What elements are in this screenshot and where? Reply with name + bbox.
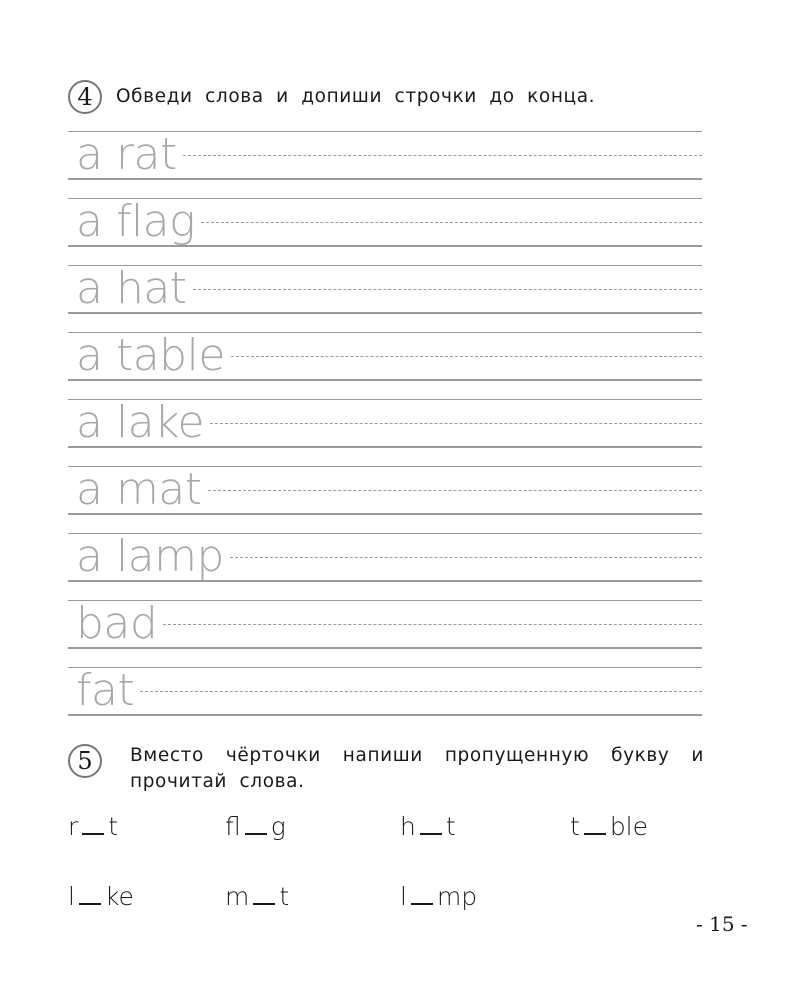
word-start: t bbox=[570, 812, 580, 841]
word-end: ble bbox=[609, 812, 649, 841]
missing-letter-word[interactable] bbox=[225, 812, 286, 841]
trace-word: a lamp bbox=[76, 535, 230, 579]
missing-letter-row bbox=[68, 812, 708, 852]
blank-line[interactable] bbox=[79, 885, 101, 905]
missing-letter-word[interactable] bbox=[570, 812, 648, 841]
word-end: t bbox=[445, 812, 456, 841]
word-start: fl bbox=[225, 812, 241, 841]
trace-word: fat bbox=[76, 669, 140, 713]
trace-row[interactable] bbox=[68, 265, 702, 332]
task-number-badge: 4 bbox=[68, 80, 102, 114]
trace-row[interactable] bbox=[68, 131, 702, 198]
trace-word: a flag bbox=[76, 200, 201, 244]
word-start: l bbox=[68, 882, 75, 911]
trace-row[interactable] bbox=[68, 198, 702, 265]
blank-line[interactable] bbox=[420, 815, 442, 835]
task-5-header bbox=[68, 744, 704, 795]
word-end: mp bbox=[436, 882, 478, 911]
trace-word: a table bbox=[76, 334, 231, 378]
word-end: t bbox=[279, 882, 290, 911]
task-instruction: Обведи слова и допиши строчки до конца. bbox=[116, 86, 596, 107]
blank-line[interactable] bbox=[253, 885, 275, 905]
blank-line[interactable] bbox=[82, 815, 104, 835]
task-number-badge: 5 bbox=[68, 744, 102, 778]
word-end: t bbox=[108, 812, 119, 841]
missing-letter-word[interactable] bbox=[68, 812, 118, 841]
trace-word: a mat bbox=[76, 468, 208, 512]
blank-line[interactable] bbox=[584, 815, 606, 835]
missing-letter-word[interactable] bbox=[400, 812, 456, 841]
word-start: m bbox=[225, 882, 250, 911]
blank-line[interactable] bbox=[411, 885, 433, 905]
trace-row[interactable] bbox=[68, 332, 702, 399]
missing-letter-word[interactable] bbox=[400, 882, 477, 911]
word-start: l bbox=[400, 882, 407, 911]
trace-word: a lake bbox=[76, 401, 210, 445]
word-start: h bbox=[400, 812, 416, 841]
trace-word: a hat bbox=[76, 267, 193, 311]
trace-row[interactable] bbox=[68, 533, 702, 600]
trace-word: a rat bbox=[76, 133, 183, 177]
word-end: ke bbox=[104, 882, 134, 911]
tracing-lines bbox=[68, 131, 702, 734]
word-start: r bbox=[68, 812, 79, 841]
missing-letter-word[interactable] bbox=[225, 882, 289, 911]
trace-row[interactable] bbox=[68, 600, 702, 667]
task-instruction: Вместо чёрточки напиши пропущенную букву и прочитай слова. bbox=[130, 745, 704, 792]
blank-line[interactable] bbox=[245, 815, 267, 835]
trace-row[interactable] bbox=[68, 466, 702, 533]
task-4-header bbox=[68, 80, 595, 114]
trace-word: bad bbox=[76, 602, 163, 646]
trace-row[interactable] bbox=[68, 667, 702, 734]
missing-letter-row bbox=[68, 882, 708, 922]
word-end: g bbox=[270, 812, 286, 841]
page-number: - 15 - bbox=[696, 912, 748, 936]
missing-letter-word[interactable] bbox=[68, 882, 134, 911]
trace-row[interactable] bbox=[68, 399, 702, 466]
